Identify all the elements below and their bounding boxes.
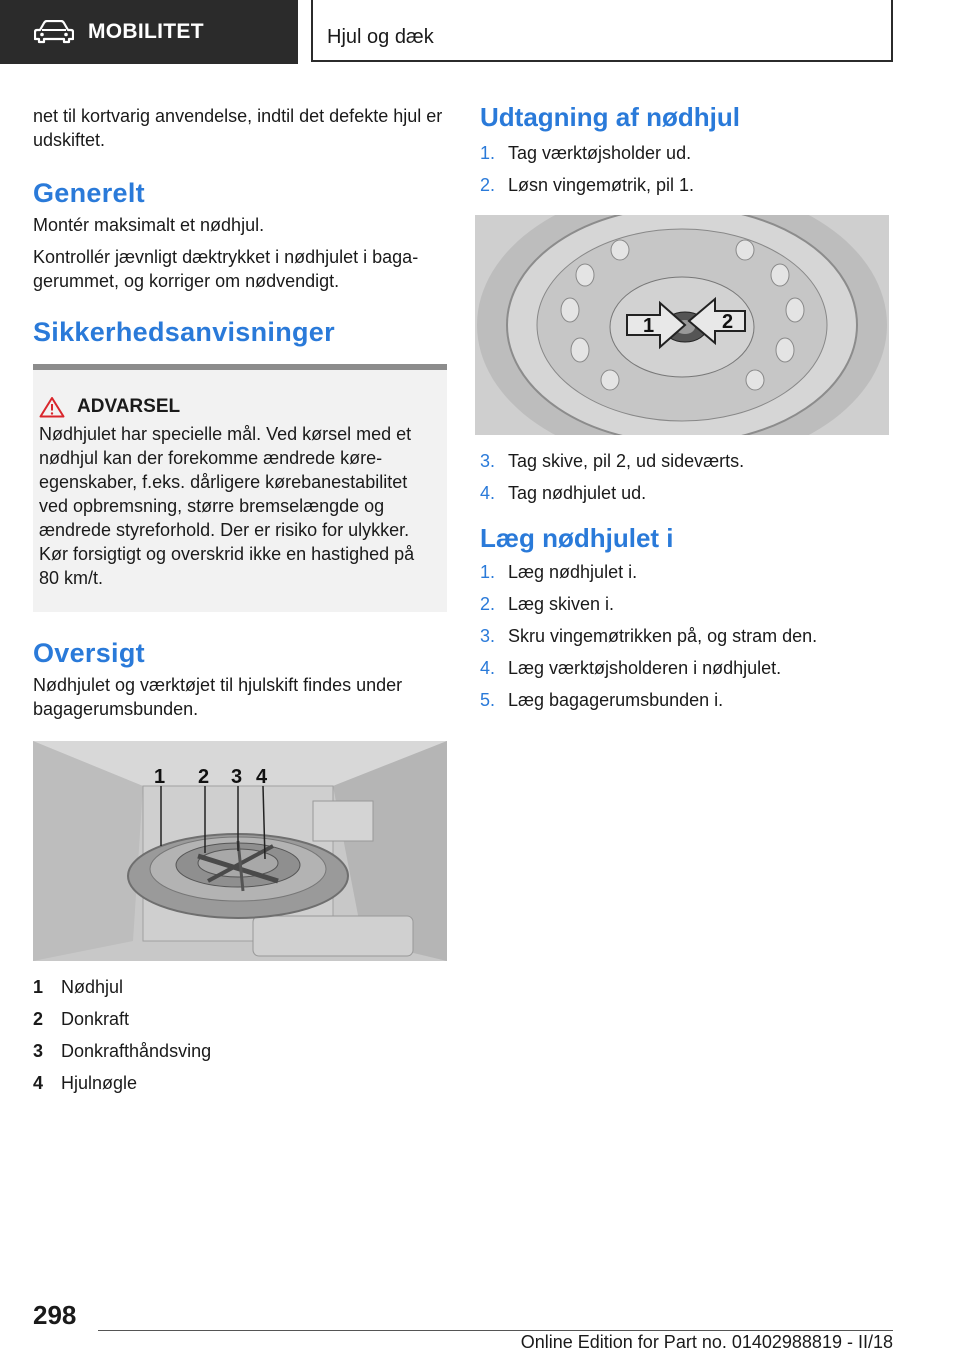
heading-oversigt: Oversigt — [33, 638, 145, 668]
list-item: 5. Læg bagagerumsbunden i. — [480, 690, 724, 710]
warning-label: ADVARSEL — [77, 396, 181, 417]
insert-steps-list — [480, 560, 890, 712]
legend-item: 2 Donkraft — [33, 1009, 130, 1029]
legend-item: 3 Donkrafthåndsving — [33, 1041, 212, 1061]
list-item: 4. Tag nødhjulet ud. — [480, 483, 647, 503]
list-item: 3. Skru vingemøtrikken på, og stram den. — [480, 626, 818, 646]
generelt-text-2: Kontrollér jævnligt dæktrykket i nødhjulet i bagagerummet, og korriger om nødvendigt. — [33, 247, 419, 291]
footer-divider — [98, 1330, 893, 1331]
heading-safety: Sikkerhedsanvisninger — [33, 317, 335, 347]
figure-label: 1 — [154, 766, 166, 788]
legend-item: 4 Hjulnøgle — [33, 1073, 138, 1093]
left-column — [33, 100, 447, 1103]
figure-legend — [33, 975, 447, 1095]
remove-steps-list — [480, 141, 890, 197]
generelt-text-1: Montér maksimalt et nødhjul. — [33, 215, 265, 235]
oversigt-text: Nødhjulet og værktøjet til hjulskift findes under bagagerumsbunden. — [33, 675, 403, 719]
figure-label: 3 — [231, 766, 243, 788]
heading-generelt: Generelt — [33, 178, 145, 208]
warning-header — [39, 396, 439, 418]
warning-triangle-icon — [39, 396, 65, 418]
warning-text: Nødhjulet har specielle mål. Ved kørsel med et nødhjul kan der forekomme ændrede køreegenskaber, f.eks. dårligere kørebanestabilitet ved opbremsning, større bremselængde og ændrede styreforhold. Der er risiko for ulykker. Kør forsigtigt og overskrid ikke en hastighed på 80 km/t. — [39, 424, 415, 588]
intro-text: net til kortvarig anvendelse, indtil det defekte hjul er udskiftet. — [33, 106, 443, 150]
list-item: 4. Læg værktøjsholderen i nødhjulet. — [480, 658, 782, 678]
right-column — [480, 100, 890, 720]
list-item: 3. Tag skive, pil 2, ud sideværts. — [480, 451, 745, 471]
legend-item: 1 Nødhjul — [33, 977, 124, 997]
figure-label: 1 — [643, 315, 655, 337]
page-number: 298 — [33, 1300, 77, 1330]
figure-label: 2 — [722, 311, 734, 333]
section-tab — [0, 0, 298, 64]
list-item: 1. Tag værktøjsholder ud. — [480, 143, 692, 163]
list-item: 2. Læg skiven i. — [480, 594, 615, 614]
wing-nut-figure — [475, 215, 889, 435]
spare-wheel-trunk-figure — [33, 741, 447, 961]
remove-steps-list-continued — [480, 449, 890, 505]
list-item: 2. Løsn vingemøtrik, pil 1. — [480, 175, 695, 195]
figure-label: 2 — [198, 766, 210, 788]
heading-remove-spare: Udtagning af nødhjul — [480, 102, 740, 132]
heading-insert-spare: Læg nødhjulet i — [480, 523, 674, 553]
car-icon — [34, 20, 74, 44]
figure-label: 4 — [256, 766, 268, 788]
warning-box — [33, 364, 447, 612]
page-title: Hjul og dæk — [311, 0, 893, 62]
list-item: 1. Læg nødhjulet i. — [480, 562, 638, 582]
section-label: MOBILITET — [88, 20, 204, 43]
edition-text: Online Edition for Part no. 01402988819 - II/18 — [520, 1332, 893, 1352]
